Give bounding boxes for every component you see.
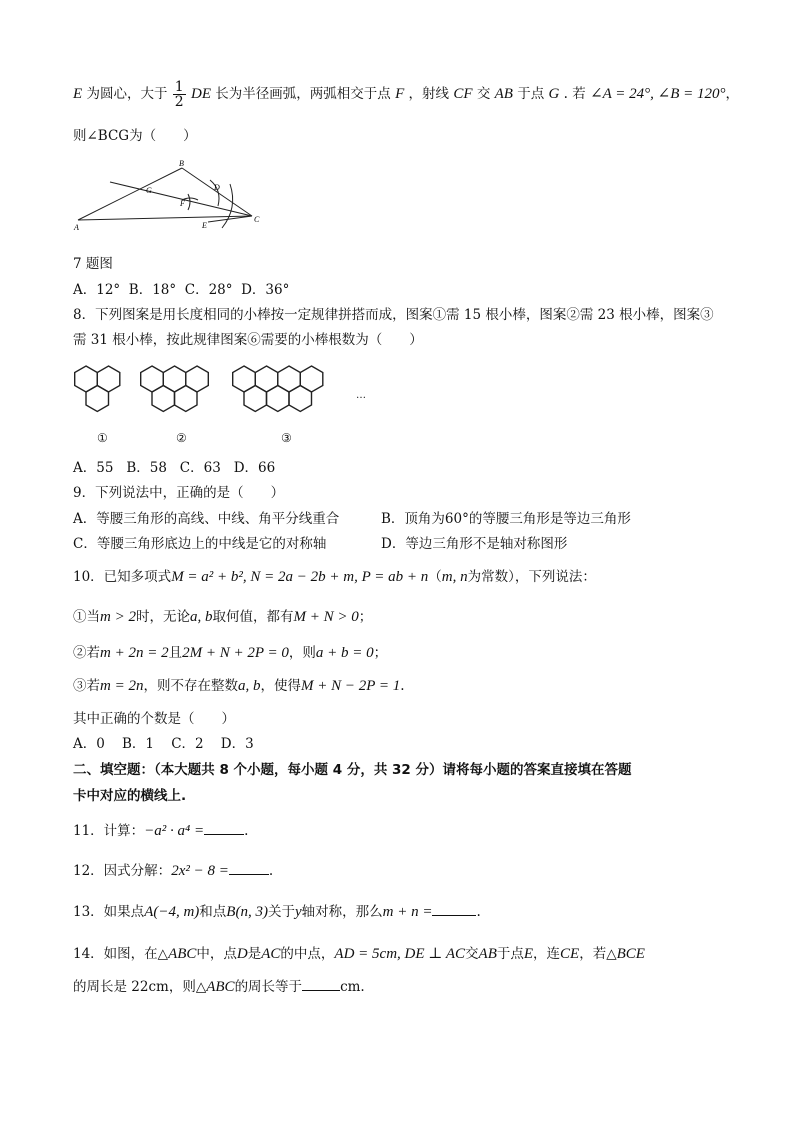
segment-AB: AB bbox=[494, 86, 513, 102]
q8-label-2: ② bbox=[176, 431, 187, 445]
q13-answer-blank[interactable] bbox=[432, 901, 476, 916]
q9-stem: 9．下列说法中，正确的是（ ） bbox=[73, 485, 285, 501]
s1-a: ①当 bbox=[73, 609, 100, 625]
q13-point-b: B(n, 3) bbox=[226, 904, 268, 920]
q8-ellipsis: … bbox=[356, 390, 366, 401]
q14-CE: CE bbox=[560, 946, 580, 962]
q14-condition: AD = 5cm, DE ⊥ AC bbox=[334, 946, 466, 962]
q8-line1: 8．下列图案是用长度相同的小棒按一定规律拼搭而成，图案①需 15 根小棒，图案②需 23 根小棒，图案③ bbox=[73, 307, 714, 323]
q8-option-c: C．63 bbox=[179, 460, 221, 476]
q14-D: D bbox=[236, 946, 248, 962]
q14-line2-c: cm. bbox=[340, 979, 365, 995]
q8-line2: 需 31 根小棒，按此规律图案⑥需要的小棒根数为（ ） bbox=[73, 332, 423, 348]
s2-c: ，则 bbox=[288, 645, 316, 661]
q8-label-1: ① bbox=[97, 431, 108, 445]
q14-h: ，若△ bbox=[579, 946, 617, 962]
q11-answer-blank[interactable] bbox=[204, 820, 244, 835]
q14-e: 交 bbox=[465, 946, 479, 962]
q14-AC: AC bbox=[261, 946, 281, 962]
q8-option-b: B．58 bbox=[126, 460, 167, 476]
q13-y: y bbox=[294, 904, 302, 920]
q12-expr: 2x² − 8 = bbox=[171, 863, 229, 879]
frac-den: 2 bbox=[174, 94, 184, 110]
q13-point-a: A(−4, m) bbox=[144, 904, 200, 920]
q12 bbox=[73, 860, 273, 881]
q10-stem bbox=[73, 567, 596, 587]
hexagon bbox=[86, 386, 109, 412]
q10-option-b: B．1 bbox=[122, 736, 155, 752]
q11 bbox=[73, 820, 248, 841]
q9-option-b: B．顶角为60°的等腰三角形是等边三角形 bbox=[381, 511, 631, 527]
s3-m: m = 2n bbox=[100, 678, 144, 694]
q10-polynomials: M = a² + b², N = 2a − 2b + m, P = ab + n bbox=[171, 569, 429, 585]
s1-expr: M + N > 0 bbox=[293, 609, 359, 625]
q14-c: 是 bbox=[247, 946, 262, 962]
q14-line2 bbox=[73, 976, 365, 997]
q14-line1 bbox=[73, 944, 645, 964]
q7-text-c: ，射线 bbox=[408, 86, 450, 102]
q7-option-c: C．28° bbox=[184, 282, 233, 298]
q13-expr: m + n = bbox=[382, 904, 433, 920]
q14-E: E bbox=[523, 946, 534, 962]
q10-constants: m, n bbox=[441, 569, 468, 585]
q8-option-d: D．66 bbox=[233, 460, 276, 476]
q14-g: ，连 bbox=[533, 946, 561, 962]
q10-option-a: A．0 bbox=[73, 736, 105, 752]
q7-text-e: 于点 bbox=[517, 86, 545, 102]
fig-label-D: D bbox=[214, 183, 220, 192]
s2-m: m + 2n = 2 bbox=[100, 645, 169, 661]
q7-text-f: . 若 bbox=[563, 86, 586, 102]
q13-b: 和点 bbox=[199, 904, 227, 920]
q7-text-b: 长为半径画弧，两弧相交于点 bbox=[215, 86, 391, 102]
q10-stem-b: （ bbox=[428, 569, 442, 585]
s3-ab: a, b bbox=[237, 678, 261, 694]
hexagon bbox=[244, 386, 267, 412]
fig-label-B: B bbox=[179, 159, 184, 168]
q8-options bbox=[73, 458, 275, 478]
q12-a: 12．因式分解： bbox=[73, 863, 172, 879]
q7-caption: 7 题图 bbox=[73, 256, 113, 272]
q11-a: 11．计算： bbox=[73, 823, 145, 839]
q14-line2-abc: ABC bbox=[206, 979, 235, 995]
segment-DE: DE bbox=[190, 86, 211, 102]
q10-stem-a: 10．已知多项式 bbox=[73, 569, 172, 585]
q13-d: 轴对称，那么 bbox=[301, 904, 383, 920]
ray-CF: CF bbox=[453, 86, 473, 102]
q14-line2-a: 的周长是 22cm，则△ bbox=[73, 979, 207, 995]
q7-line1: E 为圆心，大于 $\frac{1}{2}$ DE 长为半径画弧，两弧相交于点 F ，射线 CF 交 AB 于点 G . 若 ∠A = 24°, ∠B = 120°， bbox=[73, 79, 739, 110]
q14-BCE: BCE bbox=[616, 946, 645, 962]
s2-d: ； bbox=[373, 645, 388, 661]
s1-d: ； bbox=[358, 609, 373, 625]
q7-angles: ∠A = 24°, ∠B = 120° bbox=[590, 86, 726, 102]
q10-option-d: D．3 bbox=[220, 736, 254, 752]
s3-d: . bbox=[400, 678, 405, 694]
q8-hex-figure bbox=[72, 362, 372, 442]
q9-option-d: D．等边三角形不是轴对称图形 bbox=[381, 536, 568, 552]
fig-label-F: F bbox=[180, 199, 185, 208]
q14-f: 于点 bbox=[496, 946, 524, 962]
q12-end: . bbox=[268, 863, 274, 879]
q7-figure bbox=[70, 158, 270, 238]
s3-a: ③若 bbox=[73, 678, 100, 694]
q14-answer-blank[interactable] bbox=[302, 976, 340, 991]
section-2-title-line2: 卡中对应的横线上. bbox=[73, 788, 187, 804]
s1-c: 取何值，都有 bbox=[212, 609, 294, 625]
q14-d: 的中点， bbox=[280, 946, 335, 962]
hexagon bbox=[152, 386, 175, 412]
s3-expr: M + N − 2P = 1 bbox=[300, 678, 401, 694]
s3-b: ，则不存在整数 bbox=[143, 678, 238, 694]
q14-a: 14．如图，在△ bbox=[73, 946, 169, 962]
q9-option-c: C．等腰三角形底边上的中线是它的对称轴 bbox=[73, 536, 327, 552]
s3-c: ，使得 bbox=[260, 678, 301, 694]
q11-end: . bbox=[244, 823, 249, 839]
q7-option-d: D．36° bbox=[241, 282, 290, 298]
q14-line2-b: 的周长等于 bbox=[234, 979, 303, 995]
q10-statement-3 bbox=[73, 676, 405, 696]
q10-stem-d: 为常数），下列说法： bbox=[467, 569, 596, 585]
q10-option-c: C．2 bbox=[171, 736, 204, 752]
s1-ab: a, b bbox=[189, 609, 213, 625]
q14-abc: ABC bbox=[168, 946, 197, 962]
hexagon bbox=[175, 386, 198, 412]
q12-answer-blank[interactable] bbox=[229, 860, 269, 875]
q7-option-a: A．12° bbox=[73, 282, 121, 298]
q13-c: 关于 bbox=[267, 904, 295, 920]
frac-num: 1 bbox=[174, 79, 184, 95]
q7-text-a: 为圆心，大于 bbox=[86, 86, 168, 102]
q13 bbox=[73, 901, 481, 922]
q7-text-d: 交 bbox=[476, 86, 491, 102]
point-F: F bbox=[395, 86, 405, 102]
q14-b: 中，点 bbox=[196, 946, 237, 962]
q7-line2: 则∠BCG为（ ） bbox=[73, 128, 197, 144]
q10-options bbox=[73, 734, 254, 754]
hexagon bbox=[267, 386, 290, 412]
s2-b: 且 bbox=[168, 645, 183, 661]
s2-expr: 2M + N + 2P = 0 bbox=[182, 645, 289, 661]
fig-label-C: C bbox=[254, 215, 260, 224]
s1-m: m > 2 bbox=[100, 609, 136, 625]
hexagon bbox=[289, 386, 312, 412]
q7-options bbox=[73, 280, 289, 300]
q10-statement-2 bbox=[73, 643, 387, 663]
fig-label-E: E bbox=[202, 221, 207, 230]
s1-b: 时，无论 bbox=[135, 609, 190, 625]
q10-statement-1 bbox=[73, 607, 372, 627]
section-2-title-line1: 二、填空题：（本大题共 8 个小题，每小题 4 分，共 32 分）请将每小题的答案直接填在答题 bbox=[73, 762, 632, 778]
point-E: E bbox=[73, 86, 83, 102]
q10-count: 其中正确的个数是（ ） bbox=[73, 711, 235, 727]
fig-label-G: G bbox=[146, 186, 152, 195]
q13-a: 13．如果点 bbox=[73, 904, 145, 920]
q8-label-3: ③ bbox=[281, 431, 292, 445]
q11-expr: −a² · a⁴ = bbox=[144, 823, 205, 839]
s2-a: ②若 bbox=[73, 645, 100, 661]
fraction-half bbox=[173, 80, 186, 109]
q7-option-b: B．18° bbox=[128, 282, 177, 298]
q14-AB: AB bbox=[478, 946, 497, 962]
point-G: G bbox=[548, 86, 560, 102]
q9-option-a: A．等腰三角形的高线、中线、角平分线重合 bbox=[73, 511, 340, 527]
q8-option-a: A．55 bbox=[73, 460, 114, 476]
s2-res: a + b = 0 bbox=[315, 645, 374, 661]
q13-end: . bbox=[476, 904, 481, 920]
fig-label-A: A bbox=[74, 223, 79, 232]
